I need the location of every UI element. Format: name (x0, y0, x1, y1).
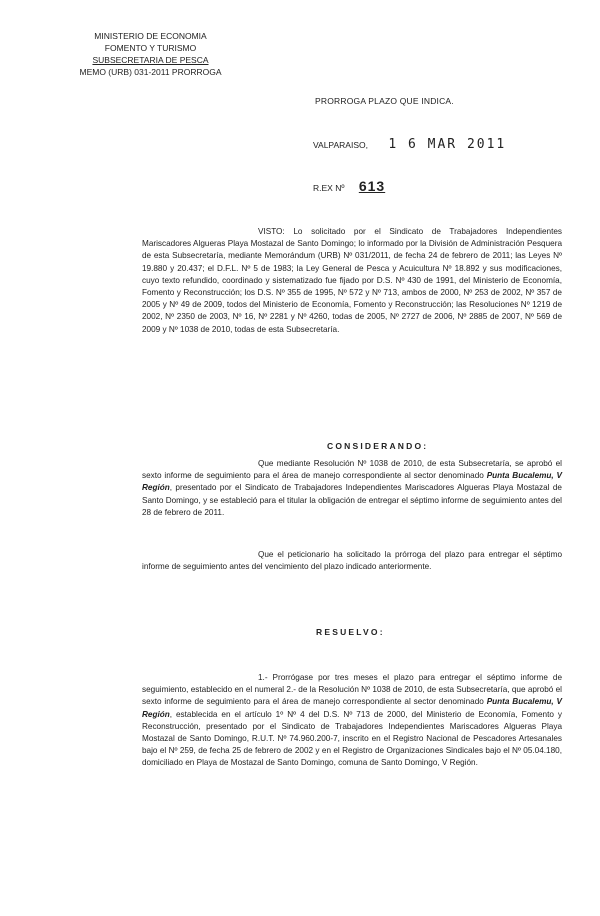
considerando-p1-text-end: , presentado por el Sindicato de Trabajadores Independientes Mariscadores Algueras Playa Mostazal de Santo Domingo, y se estableció para el titular la obligación de entregar el séptimo informe de seguimiento antes del 28 de febrero de 2011. (142, 483, 562, 517)
header-memo: MEMO (URB) 031-2011 PRORROGA (79, 67, 222, 77)
date-line (313, 137, 506, 152)
rex-label: R.EX Nº (313, 183, 345, 193)
considerando-p1-sector: Punta Bucalemu, V Región (142, 471, 562, 493)
document-subject: PRORROGA PLAZO QUE INDICA. (315, 96, 454, 106)
considerando-p1-text: Que mediante Resolución Nº 1038 de 2010, de esta Subsecretaría, se aprobó el sexto informe de seguimiento para el área de manejo correspondiente al sector denominado (142, 459, 562, 481)
rex-number: 613 (358, 178, 386, 194)
date-stamp: 1 6 MAR 2011 (388, 137, 507, 152)
considerando-paragraph-2 (142, 549, 562, 573)
considerando-heading: CONSIDERANDO: (327, 441, 429, 451)
resuelvo-heading: RESUELVO: (316, 627, 385, 637)
ministry-header (58, 30, 243, 78)
visto-text: VISTO: Lo solicitado por el Sindicato de Trabajadores Independientes Mariscadores Algueras Playa Mostazal de Santo Domingo; lo informado por la División de Administración Pesquera de esta Subsecretaría, mediante Memorándum (URB) Nº 031/2011, de fecha 24 de febrero de 2011; las Leyes Nº 19.880 y 20.437; el D.F.L. Nº 5 de 1983; la Ley General de Pesca y Acuicultura Nº 18.892 y sus modificaciones, cuyo texto refundido, coordinado y sistematizado fue fijado por D.S. Nº 430 de 1991, del Ministerio de Economía, Fomento y Reconstrucción; los D.S. Nº 355 de 1995, Nº 572 y Nº 713, ambos de 2000, Nº 253 de 2002, Nº 357 de 2005 y Nº 49 de 2009, todos del Ministerio de Economía, Fomento y Reconstrucción; las Resoluciones Nº 1219 de 2002, Nº 2350 de 2003, Nº 16, Nº 2281 y Nº 4260, todas de 2005, Nº 2727 de 2006, Nº 2885 de 2007, Nº 569 de 2009 y Nº 1038 de 2010, todas de esta Subsecretaría. (142, 227, 562, 334)
header-subsecretaria: SUBSECRETARIA DE PESCA (92, 55, 209, 65)
considerando-p2-text: Que el peticionario ha solicitado la prórroga del plazo para entregar el séptimo informe de seguimiento antes del vencimiento del plazo indicado anteriormente. (142, 550, 562, 572)
header-fomento: FOMENTO Y TURISMO (104, 43, 197, 53)
considerando-paragraph-1 (142, 458, 562, 519)
visto-paragraph (142, 226, 562, 336)
resuelvo-p1-text: 1.- Prorrógase por tres meses el plazo para entregar el séptimo informe de seguimiento, establecido en el numeral 2.- de la Resolución Nº 1038 de 2010, de esta Subsecretaría, que aprobó el sexto informe de seguimiento para el área de manejo correspondiente al sector denominado (142, 673, 562, 707)
date-place: VALPARAISO, (313, 140, 368, 150)
resuelvo-p1-sector: Punta Bucalemu, V Región (142, 697, 562, 719)
resuelvo-p1-text-end: , establecida en el artículo 1º Nº 4 del D.S. Nº 713 de 2000, del Ministerio de Economía, Fomento y Reconstrucción, presentado por el Sindicato de Trabajadores Independientes Mariscadores Algueras Playa Mostazal de Santo Domingo, R.U.T. Nº 74.960.200-7, inscrito en el Registro Nacional de Pescadores Artesanales bajo el Nº 259, de fecha 25 de febrero de 2002 y en el Registro de Organizaciones Sindicales bajo el Nº 05.04.180, domiciliado en Playa de Mostazal de Santo Domingo, comuna de Santo Domingo, V Región. (142, 709, 562, 768)
resuelvo-paragraph-1 (142, 672, 562, 770)
header-ministry: MINISTERIO DE ECONOMIA (94, 31, 207, 41)
resolution-number-line (313, 178, 385, 194)
